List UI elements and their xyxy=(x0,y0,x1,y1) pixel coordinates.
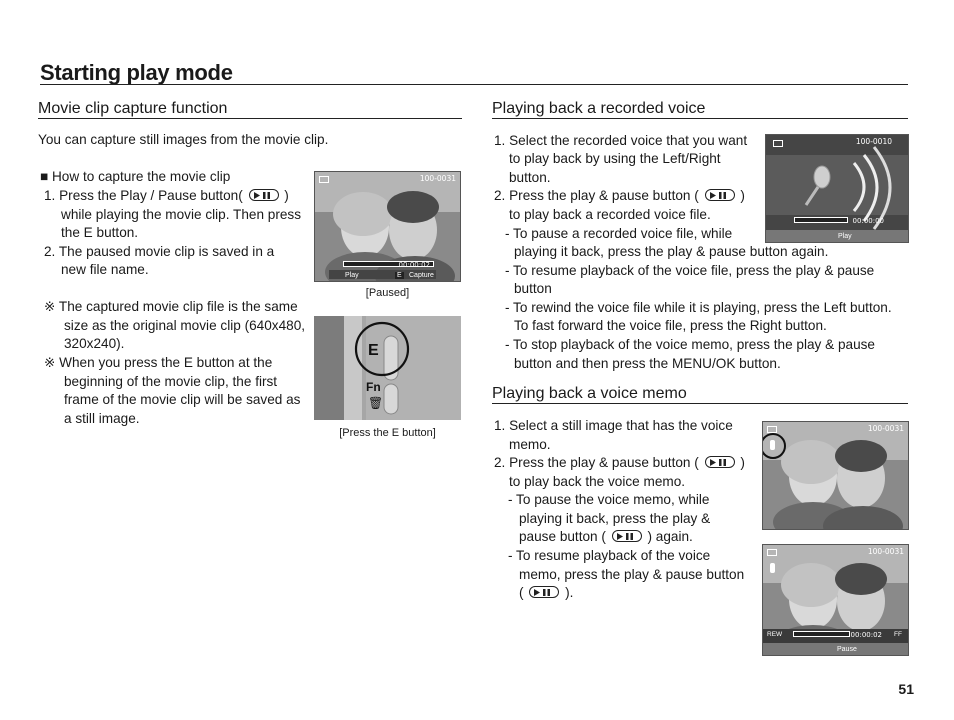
step-text: the E button. xyxy=(61,225,139,240)
voice-text: to play back by using the Left/Right xyxy=(509,151,721,166)
memo-text: - To pause the voice memo, while xyxy=(508,492,710,507)
fn-label: Fn xyxy=(366,380,381,394)
osd-label-strip xyxy=(763,643,908,655)
osd-bar xyxy=(315,259,460,281)
memo-text: memo. xyxy=(509,437,551,452)
play-label: Play xyxy=(345,272,359,279)
rewind-label: REW xyxy=(767,631,783,638)
e-button-label: E xyxy=(368,342,379,359)
voice-text: - To pause a recorded voice file, while xyxy=(505,226,733,241)
memo-text: playing it back, press the play & xyxy=(519,511,711,526)
section-rule xyxy=(492,118,908,119)
voice-text: - To stop playback of the voice memo, press the play & pause xyxy=(505,337,875,352)
voice-text: - To rewind the voice file while it is playing, press the Left button. xyxy=(505,300,892,315)
voice-text: button. xyxy=(509,170,551,185)
osd-bar xyxy=(766,216,908,242)
play-label: Play xyxy=(838,233,852,240)
play-mode-icon xyxy=(773,140,783,147)
play-pause-button-icon xyxy=(612,530,642,542)
memo-text: ( ). xyxy=(519,585,574,600)
file-number: 100-0010 xyxy=(855,137,892,146)
note-text: size as the original movie clip (640x480, xyxy=(64,318,306,333)
play-mode-icon xyxy=(767,426,777,433)
e-key-label: E xyxy=(397,272,402,279)
intro-text: You can capture still images from the movie clip. xyxy=(38,132,329,147)
time-readout: 00:00:02 xyxy=(398,261,430,269)
time-readout: 00:00:00 xyxy=(852,217,884,225)
section-rule xyxy=(38,118,462,119)
how-to-heading: ■ How to capture the movie clip xyxy=(40,169,231,184)
section-rule xyxy=(492,403,908,404)
pause-label: Pause xyxy=(837,646,857,653)
note-text: frame of the movie clip will be saved as xyxy=(64,392,301,407)
voice-text: playing it back, press the play & pause button again. xyxy=(514,244,829,259)
voice-memo-icon xyxy=(770,440,775,450)
step-text: new file name. xyxy=(61,262,149,277)
time-readout: 00:00:02 xyxy=(850,631,882,639)
capture-label: Capture xyxy=(409,272,434,279)
section-title-movie-capture: Movie clip capture function xyxy=(38,100,228,117)
title-rule xyxy=(40,84,908,85)
fast-forward-label: FF xyxy=(894,631,902,638)
memo-text: - To resume playback of the voice xyxy=(508,548,711,563)
lcd-screen-paused xyxy=(314,171,461,282)
caption-e-button: [Press the E button] xyxy=(339,427,436,439)
play-pause-button-icon xyxy=(529,586,559,598)
play-pause-button-icon xyxy=(705,456,735,468)
memo-text: memo, press the play & pause button xyxy=(519,567,745,582)
progress-track xyxy=(794,217,848,223)
memo-text: pause button ( ) again. xyxy=(519,529,693,544)
voice-text: button xyxy=(514,281,552,296)
caption-paused: [Paused] xyxy=(365,287,410,299)
voice-text: 2. Press the play & pause button ( ) xyxy=(494,188,745,203)
play-pause-button-icon xyxy=(705,189,735,201)
voice-memo-icon xyxy=(770,563,775,573)
voice-text: 1. Select the recorded voice that you want xyxy=(494,133,748,148)
memo-text: 2. Press the play & pause button ( ) xyxy=(494,455,745,470)
section-title-voice-memo: Playing back a voice memo xyxy=(492,385,687,402)
step-text: 1. Press the Play / Pause button( ) xyxy=(44,188,289,203)
step-text: 2. The paused movie clip is saved in a xyxy=(44,244,275,259)
page-number: 51 xyxy=(898,681,914,697)
voice-text: button and then press the MENU/OK button. xyxy=(514,356,781,371)
lcd-screen-voice xyxy=(765,134,909,243)
lcd-screen-memo-playing xyxy=(762,544,909,656)
note-text: beginning of the movie clip, the first xyxy=(64,374,278,389)
play-pause-button-icon xyxy=(249,189,279,201)
voice-text: - To resume playback of the voice file, press the play & pause xyxy=(505,263,875,278)
lcd-screen-memo xyxy=(762,421,909,530)
osd-label-strip xyxy=(766,230,908,242)
voice-text: to play back a recorded voice file. xyxy=(509,207,711,222)
memo-text: 1. Select a still image that has the voice xyxy=(494,418,733,433)
note-text: a still image. xyxy=(64,411,140,426)
camera-closeup xyxy=(314,316,461,420)
osd-bar xyxy=(763,629,908,655)
trash-icon: 🗑 xyxy=(368,396,384,410)
voice-text: To fast forward the voice file, press the Right button. xyxy=(514,318,827,333)
note-text: 320x240). xyxy=(64,336,125,351)
file-number: 100-0031 xyxy=(419,174,456,183)
progress-track xyxy=(793,631,850,637)
play-mode-icon xyxy=(767,549,777,556)
file-number: 100-0031 xyxy=(867,547,904,556)
file-number: 100-0031 xyxy=(867,424,904,433)
memo-text: to play back the voice memo. xyxy=(509,474,686,489)
step-text: while playing the movie clip. Then press xyxy=(61,207,302,222)
note-text: ※ When you press the E button at the xyxy=(44,355,273,370)
page-title: Starting play mode xyxy=(40,60,233,85)
couple-photo xyxy=(763,422,909,530)
section-title-recorded-voice: Playing back a recorded voice xyxy=(492,100,706,117)
play-mode-icon xyxy=(319,176,329,183)
note-text: ※ The captured movie clip file is the same xyxy=(44,299,298,314)
